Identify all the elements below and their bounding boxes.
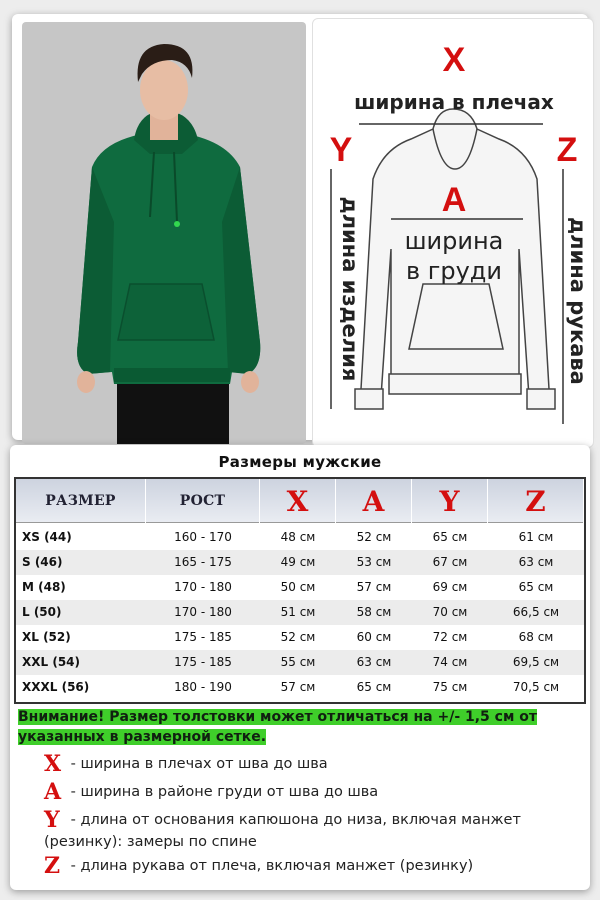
table-row <box>16 525 584 550</box>
warning-line2: указанных в размерной сетке. <box>18 729 267 745</box>
header-x: X <box>260 479 336 523</box>
cell-height: 180 - 190 <box>174 680 232 694</box>
measurement-diagram <box>312 18 594 448</box>
cell-x: 52 см <box>280 630 316 644</box>
legend-item-z <box>44 855 574 877</box>
cell-height: 170 - 180 <box>174 580 232 594</box>
diagram-label-a: A <box>441 181 467 219</box>
cell-size: XS (44) <box>22 530 72 544</box>
face <box>140 60 188 120</box>
cell-z: 69,5 см <box>512 655 560 669</box>
schematic-left-cuff <box>355 389 383 409</box>
size-warning <box>18 707 578 747</box>
legend-text-y: - длина от основания капюшона до низа, включая манжет (резинку): замеры по спине <box>44 812 521 850</box>
cell-x: 51 см <box>280 605 316 619</box>
diagram-length-text: длина изделия <box>338 196 362 382</box>
table-row <box>16 600 584 625</box>
table-row <box>16 675 584 700</box>
model-illustration <box>22 22 306 444</box>
legend-letter-z: Z <box>44 853 61 879</box>
table-row <box>16 625 584 650</box>
diagram-chest-line2: в груди <box>405 257 503 285</box>
cell-z: 70,5 см <box>512 680 560 694</box>
warning-line1: Внимание! Размер толстовки может отличаться на +/- 1,5 см от <box>18 709 538 725</box>
diagram-sleeve-text: длина рукава <box>566 217 590 385</box>
diagram-shoulder-text: ширина в плечах <box>354 90 554 114</box>
header-z: Z <box>488 479 584 523</box>
cell-a: 53 см <box>356 555 392 569</box>
table-row <box>16 650 584 675</box>
cell-a: 57 см <box>356 580 392 594</box>
cell-height: 170 - 180 <box>174 605 232 619</box>
cell-x: 49 см <box>280 555 316 569</box>
legend-letter-x: X <box>44 751 62 777</box>
cell-y: 65 см <box>432 530 468 544</box>
cell-x: 55 см <box>280 655 316 669</box>
cell-x: 48 см <box>280 530 316 544</box>
cell-x: 50 см <box>280 580 316 594</box>
measurement-legend <box>44 753 574 877</box>
cell-size: M (48) <box>22 580 66 594</box>
cell-z: 66,5 см <box>512 605 560 619</box>
cell-a: 60 см <box>356 630 392 644</box>
model-photo <box>22 22 306 444</box>
cell-height: 175 - 185 <box>174 655 232 669</box>
diagram-label-z: Z <box>556 131 578 169</box>
diagram-label-y: Y <box>329 131 353 169</box>
hoodie-hem <box>114 368 230 382</box>
size-table <box>14 477 586 704</box>
drawstring-tip <box>174 221 180 227</box>
cell-size: XXL (54) <box>22 655 80 669</box>
header-a: A <box>336 479 412 523</box>
right-hand <box>241 371 259 393</box>
cell-a: 58 см <box>356 605 392 619</box>
cell-height: 160 - 170 <box>174 530 232 544</box>
legend-letter-a: A <box>44 779 62 805</box>
cell-z: 68 см <box>518 630 554 644</box>
hoodie-schematic <box>313 19 594 448</box>
header-height: РОСТ <box>146 479 260 523</box>
cell-x: 57 см <box>280 680 316 694</box>
cell-a: 52 см <box>356 530 392 544</box>
legend-letter-y: Y <box>44 807 60 833</box>
schematic-right-cuff <box>527 389 555 409</box>
table-row <box>16 575 584 600</box>
cell-a: 63 см <box>356 655 392 669</box>
size-table-header <box>16 479 584 523</box>
cell-y: 72 см <box>432 630 468 644</box>
cell-size: S (46) <box>22 555 63 569</box>
schematic-hem <box>389 374 521 394</box>
size-chart-card <box>10 445 590 890</box>
cell-a: 65 см <box>356 680 392 694</box>
legend-text-z: - длина рукава от плеча, включая манжет (резинку) <box>70 858 474 874</box>
left-hand <box>77 371 95 393</box>
cell-z: 63 см <box>518 555 554 569</box>
diagram-chest-line1: ширина <box>404 227 504 255</box>
product-images-card <box>12 14 588 440</box>
legend-text-a: - ширина в районе груди от шва до шва <box>70 784 379 800</box>
cell-y: 70 см <box>432 605 468 619</box>
header-y: Y <box>412 479 488 523</box>
cell-z: 61 см <box>518 530 554 544</box>
cell-y: 69 см <box>432 580 468 594</box>
cell-y: 74 см <box>432 655 468 669</box>
cell-z: 65 см <box>518 580 554 594</box>
legend-item-y <box>22 809 574 853</box>
trousers <box>117 377 229 444</box>
schematic-pocket <box>409 284 503 349</box>
legend-item-x <box>44 753 574 775</box>
cell-height: 175 - 185 <box>174 630 232 644</box>
cell-size: L (50) <box>22 605 62 619</box>
cell-size: XXXL (56) <box>22 680 90 694</box>
cell-size: XL (52) <box>22 630 71 644</box>
cell-height: 165 - 175 <box>174 555 232 569</box>
size-table-title: Размеры мужские <box>218 453 382 471</box>
table-row <box>16 550 584 575</box>
legend-text-x: - ширина в плечах от шва до шва <box>70 756 328 772</box>
legend-item-a <box>44 781 574 803</box>
kangaroo-pocket <box>118 284 214 340</box>
diagram-label-x: X <box>442 41 466 79</box>
header-size: РАЗМЕР <box>16 479 146 523</box>
cell-y: 75 см <box>432 680 468 694</box>
cell-y: 67 см <box>432 555 468 569</box>
